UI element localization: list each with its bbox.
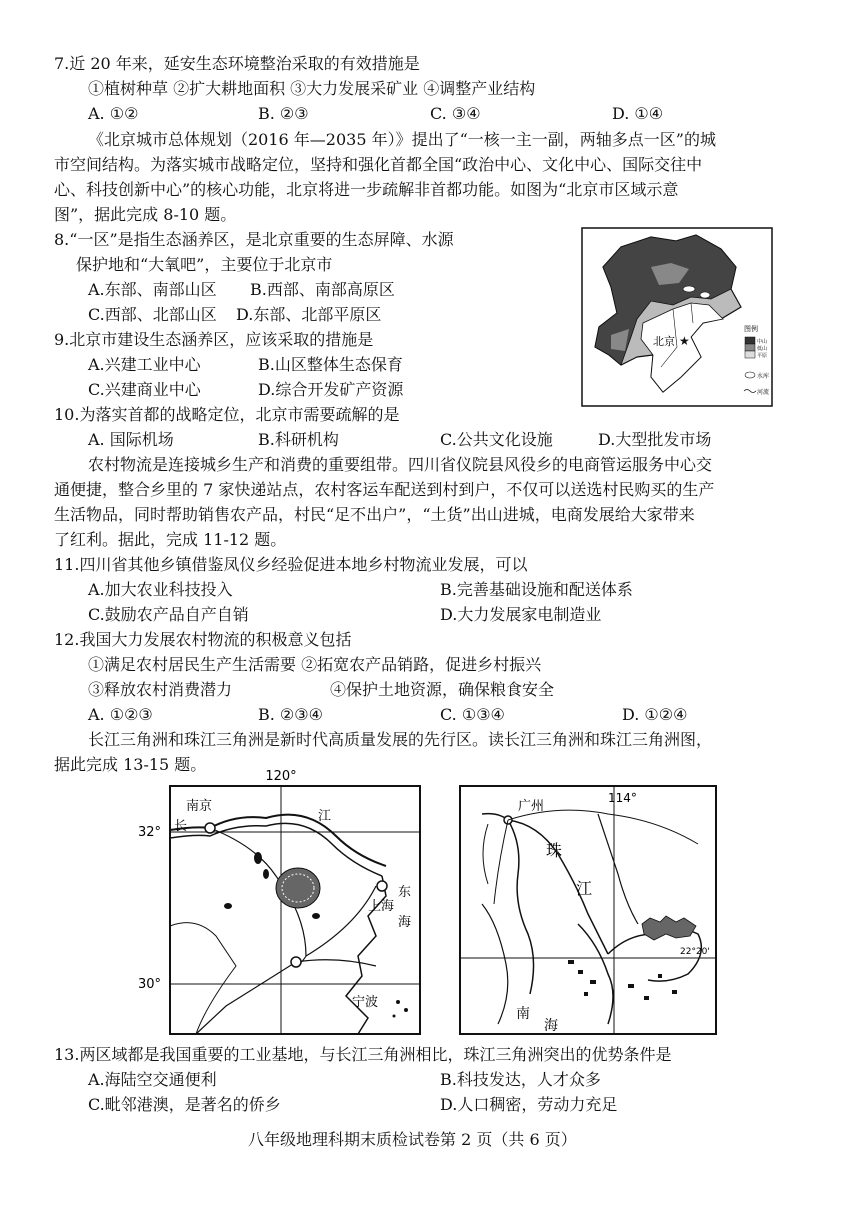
q7-option-c: C. ③④ (430, 104, 481, 123)
q8-option-b: B.西部、南部高原区 (250, 280, 395, 299)
lat-30-label: 30° (138, 977, 162, 992)
legend-river: 河流 (757, 389, 770, 396)
q11-option-d: D.大力发展家电制造业 (440, 605, 602, 624)
shanghai-label: 上海 (368, 899, 395, 914)
intro-delta-line: 据此完成 13-15 题。 (54, 755, 207, 774)
q13-option-c: C.毗邻港澳，是著名的侨乡 (88, 1095, 281, 1114)
intro-delta-line: 长江三角洲和珠江三角洲是新时代高质量发展的先行区。读长江三角洲和珠江三角洲图， (88, 730, 713, 749)
intro-beijing-line: 《北京城市总体规划（2016 年—2035 年）》提出了“一核一主一副，两轴多点一区”的城 (88, 130, 716, 149)
yangtze-longitude-label: 120° (265, 769, 297, 784)
intro-logistics-line: 农村物流是连接城乡生产和消费的重要组带。四川省仪院县风役乡的电商管运服务中心交 (88, 455, 713, 474)
legend-title: 图例 (744, 325, 758, 333)
page-footer: 八年级地理科期末质检试卷第 2 页（共 6 页） (248, 1130, 577, 1149)
q7-stem: 7.近 20 年来，延安生态环境整治采取的有效措施是 (54, 54, 420, 73)
q8-option-c: C.西部、北部山区 (88, 305, 217, 324)
q12-stem: 12.我国大力发展农村物流的积极意义包括 (54, 630, 352, 649)
q7-items: ①植树种草 ②扩大耕地面积 ③大力发展采矿业 ④调整产业结构 (88, 79, 536, 98)
q8-option-a: A.东部、南部山区 (88, 280, 217, 299)
intro-logistics-line: 了红利。据此，完成 11-12 题。 (54, 530, 287, 549)
zhu-label: 珠 (546, 841, 563, 860)
q12-items: ③释放农村消费潜力 (88, 680, 233, 699)
intro-logistics-line: 通便捷，整合乡里的 7 家快递站点，农村客运车配送到村到户，不仅可以送选村民购买的生产 (54, 480, 715, 499)
q9-option-c: C.兴建商业中心 (88, 380, 201, 399)
q8-stem: 8.“一区”是指生态涵养区，是北京重要的生态屏障、水源 (54, 230, 454, 249)
q12-items: ①满足农村居民生产生活需要 ②拓宽农产品销路，促进乡村振兴 (88, 655, 542, 674)
legend-item: 中山 (757, 339, 768, 345)
intro-beijing-line: 心、科技创新中心”的核心功能，北京将进一步疏解非首都功能。如图为“北京市区域示意 (54, 180, 679, 199)
capital-star-icon: ★ (679, 334, 690, 348)
q9-option-a: A.兴建工业中心 (88, 355, 201, 374)
ningbo-label: 宁波 (352, 995, 379, 1010)
q9-option-d: D.综合开发矿产资源 (258, 380, 404, 399)
intro-beijing-line: 市空间结构。为落实城市战略定位，坚持和强化首都全国“政治中心、文化中心、国际交往中 (54, 155, 703, 174)
yangtze-delta-map (136, 766, 426, 1038)
q7-option-b: B. ②③ (258, 104, 309, 123)
dong-label: 东 (398, 885, 412, 900)
q8-option-d: D.东部、北部平原区 (236, 305, 382, 324)
q13-option-b: B.科技发达，人才众多 (440, 1070, 601, 1089)
q12-option-c: C. ①③④ (440, 705, 505, 724)
q9-option-b: B.山区整体生态保育 (258, 355, 403, 374)
q11-option-b: B.完善基础设施和配送体系 (440, 580, 633, 599)
q10-stem: 10.为落实首都的战略定位，北京市需要疏解的是 (54, 405, 400, 424)
guangzhou-label: 广州 (518, 799, 545, 814)
q12-items: ④保护土地资源，确保粮食安全 (330, 680, 555, 699)
q9-stem: 9.北京市建设生态涵养区，应该采取的措施是 (54, 330, 374, 349)
q13-option-a: A.海陆空交通便利 (88, 1070, 217, 1089)
legend-item: 平原 (757, 353, 768, 359)
q10-option-c: C.公共文化设施 (440, 430, 553, 449)
beijing-map (581, 227, 773, 407)
q11-option-c: C.鼓励农产品自产自销 (88, 605, 249, 624)
lat-32-label: 32° (138, 825, 162, 840)
intro-logistics-line: 生活物品，同时帮助销售农产品，村民“足不出户”，“土货”出山进城，电商发展给大家带来 (54, 505, 695, 524)
jiang-label: 江 (318, 809, 332, 824)
hai-label: 海 (398, 915, 412, 930)
q12-option-a: A. ①②③ (88, 705, 153, 724)
pearl-hai-label: 海 (544, 1018, 558, 1034)
legend-item: 低山 (757, 346, 768, 352)
nanjing-label: 南京 (186, 799, 213, 814)
pearl-delta-map (458, 784, 720, 1038)
q11-stem: 11.四川省其他乡镇借鉴凤仪乡经验促进本地乡村物流业发展，可以 (54, 555, 528, 574)
q12-option-b: B. ②③④ (258, 705, 323, 724)
q12-option-d: D. ①②④ (622, 705, 688, 724)
pearl-jiang-label: 江 (576, 879, 593, 898)
q7-option-a: A. ①② (88, 104, 139, 123)
q13-option-d: D.人口稠密，劳动力充足 (440, 1095, 618, 1114)
q8-stem-cont: 保护地和“大氧吧”，主要位于北京市 (76, 255, 333, 274)
q7-option-d: D. ①④ (612, 104, 664, 123)
chang-label: 长 (174, 819, 188, 834)
lat-22-20-label: 22°20' (680, 947, 710, 957)
q10-option-a: A. 国际机场 (88, 430, 174, 449)
intro-beijing-line: 图”，据此完成 8-10 题。 (54, 205, 237, 224)
q13-stem: 13.两区域都是我国重要的工业基地，与长江三角洲相比，珠江三角洲突出的优势条件是 (54, 1045, 672, 1064)
nan-label: 南 (516, 1006, 530, 1022)
q10-option-b: B.科研机构 (258, 430, 339, 449)
q11-option-a: A.加大农业科技投入 (88, 580, 233, 599)
legend-water: 水库 (757, 373, 770, 380)
pearl-longitude-label: 114° (608, 791, 637, 805)
beijing-city-label: 北京 (653, 335, 675, 348)
q10-option-d: D.大型批发市场 (598, 430, 712, 449)
